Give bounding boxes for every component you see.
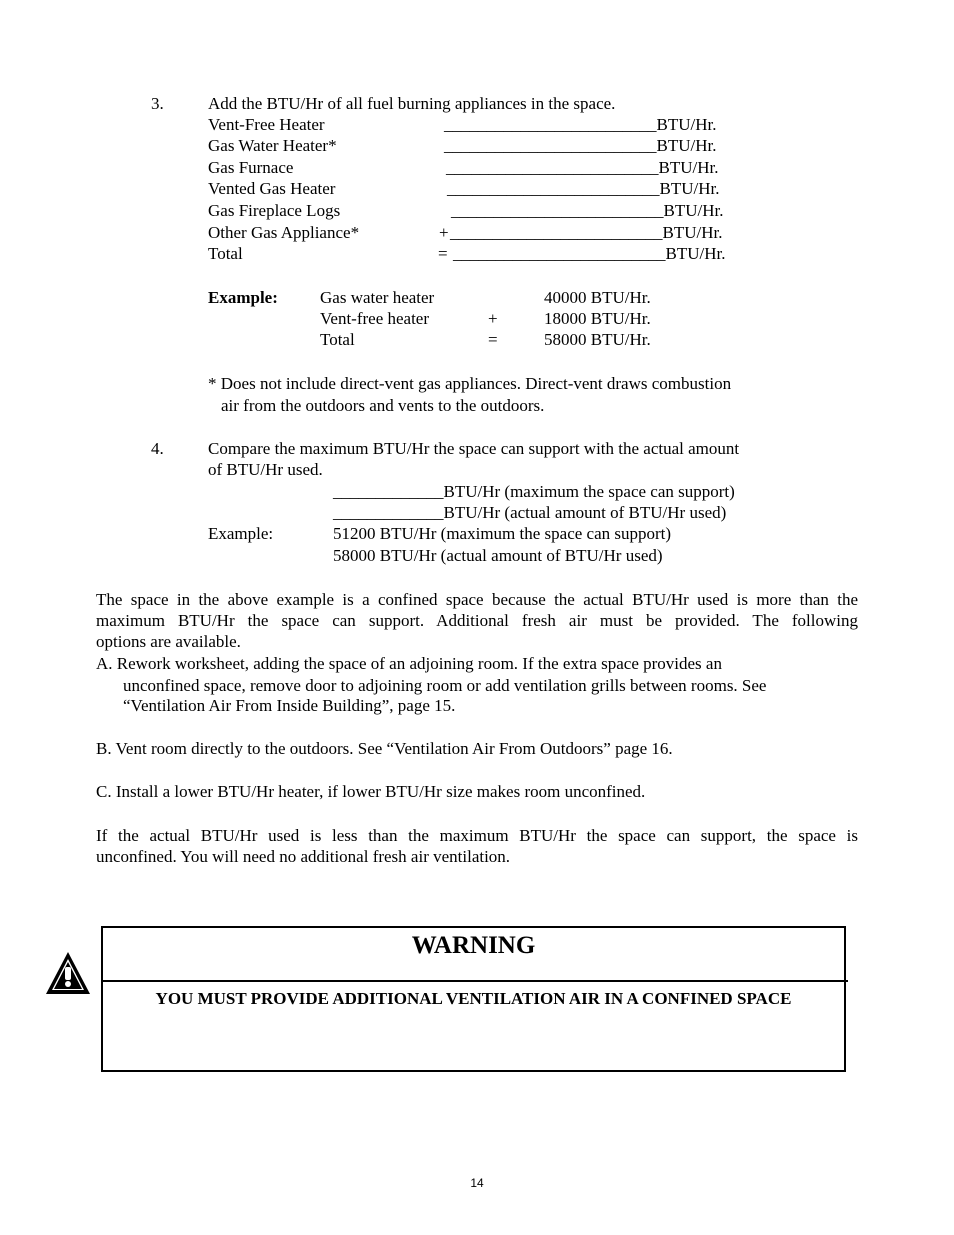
worksheet-label: Vent-Free Heater <box>208 115 325 134</box>
example-item: Gas water heater <box>320 288 435 307</box>
conclusion-line: options are available. <box>96 632 241 651</box>
warning-text: YOU MUST PROVIDE ADDITIONAL VENTILATION AIR IN A CONFINED SPACE <box>155 989 792 1008</box>
warning-divider <box>101 980 848 982</box>
worksheet-blank[interactable]: _________________________BTU/Hr. <box>450 223 723 242</box>
option-a-line: A. Rework worksheet, adding the space of an adjoining room. If the extra space provides an <box>96 654 722 673</box>
worksheet-blank[interactable]: _________________________BTU/Hr. <box>444 115 717 134</box>
worksheet-unit: BTU/Hr. <box>659 179 720 198</box>
step3-number: 3. <box>151 94 164 113</box>
step4-example-line: 51200 BTU/Hr (maximum the space can support) <box>333 524 672 543</box>
warning-title: WARNING <box>411 932 536 959</box>
example-operator: = <box>488 330 498 349</box>
example-value: 58000 BTU/Hr. <box>544 330 651 349</box>
worksheet-blank[interactable]: _________________________BTU/Hr. <box>444 136 717 155</box>
conclusion-line: maximum BTU/Hr the space can support. Additional fresh air must be provided. The following <box>96 611 858 630</box>
example-operator: + <box>488 309 498 328</box>
step4-number: 4. <box>151 439 164 458</box>
max-btu-blank[interactable]: _____________BTU/Hr (maximum the space can support) <box>333 482 735 501</box>
step4-example-label: Example: <box>208 524 274 543</box>
step4-text: of BTU/Hr used. <box>208 460 323 479</box>
option-a-line: unconfined space, remove door to adjoining room or add ventilation grills between rooms. See <box>123 676 767 695</box>
worksheet-blank[interactable]: _________________________BTU/Hr. <box>453 244 726 263</box>
example-label: Example: <box>208 288 278 307</box>
worksheet-label: Gas Fireplace Logs <box>208 201 341 220</box>
worksheet-blank[interactable]: _________________________BTU/Hr. <box>447 179 720 198</box>
worksheet-unit: BTU/Hr. <box>656 136 717 155</box>
example-item: Vent-free heater <box>320 309 430 328</box>
step3-intro: Add the BTU/Hr of all fuel burning appliances in the space. <box>208 94 616 113</box>
footnote-line: air from the outdoors and vents to the outdoors. <box>221 396 545 415</box>
worksheet-label: Other Gas Appliance* <box>208 223 360 242</box>
final-line: unconfined. You will need no additional fresh air ventilation. <box>96 847 511 866</box>
footnote-line: * Does not include direct-vent gas appliances. Direct-vent draws combustion <box>208 374 732 393</box>
worksheet-label: Total <box>208 244 243 263</box>
worksheet-operator: = <box>438 244 448 263</box>
worksheet-unit: BTU/Hr. <box>658 158 719 177</box>
worksheet-label: Gas Furnace <box>208 158 294 177</box>
worksheet-unit: BTU/Hr. <box>663 201 724 220</box>
conclusion-line: The space in the above example is a confined space because the actual BTU/Hr used is more than the <box>96 590 858 609</box>
step4-text: Compare the maximum BTU/Hr the space can support with the actual amount <box>208 439 740 458</box>
example-item: Total <box>320 330 355 349</box>
example-value: 40000 BTU/Hr. <box>544 288 651 307</box>
worksheet-label: Gas Water Heater* <box>208 136 337 155</box>
worksheet-label: Vented Gas Heater <box>208 179 336 198</box>
option-b: B. Vent room directly to the outdoors. See “Ventilation Air From Outdoors” page 16. <box>96 739 673 758</box>
worksheet-operator: + <box>439 223 449 242</box>
worksheet-unit: BTU/Hr. <box>665 244 726 263</box>
worksheet-unit: BTU/Hr. <box>656 115 717 134</box>
warning-icon <box>44 950 92 996</box>
actual-btu-blank[interactable]: _____________BTU/Hr (actual amount of BTU/Hr used) <box>333 503 727 522</box>
option-a-line: “Ventilation Air From Inside Building”, page 15. <box>123 696 456 715</box>
worksheet-blank[interactable]: _________________________BTU/Hr. <box>446 158 719 177</box>
option-c: C. Install a lower BTU/Hr heater, if lower BTU/Hr size makes room unconfined. <box>96 782 646 801</box>
final-line: If the actual BTU/Hr used is less than the maximum BTU/Hr the space can support, the space is <box>96 826 858 845</box>
worksheet-blank[interactable]: _________________________BTU/Hr. <box>451 201 724 220</box>
step4-example-line: 58000 BTU/Hr (actual amount of BTU/Hr used) <box>333 546 663 565</box>
example-value: 18000 BTU/Hr. <box>544 309 651 328</box>
page-number: 14 <box>470 1176 484 1190</box>
worksheet-unit: BTU/Hr. <box>662 223 723 242</box>
